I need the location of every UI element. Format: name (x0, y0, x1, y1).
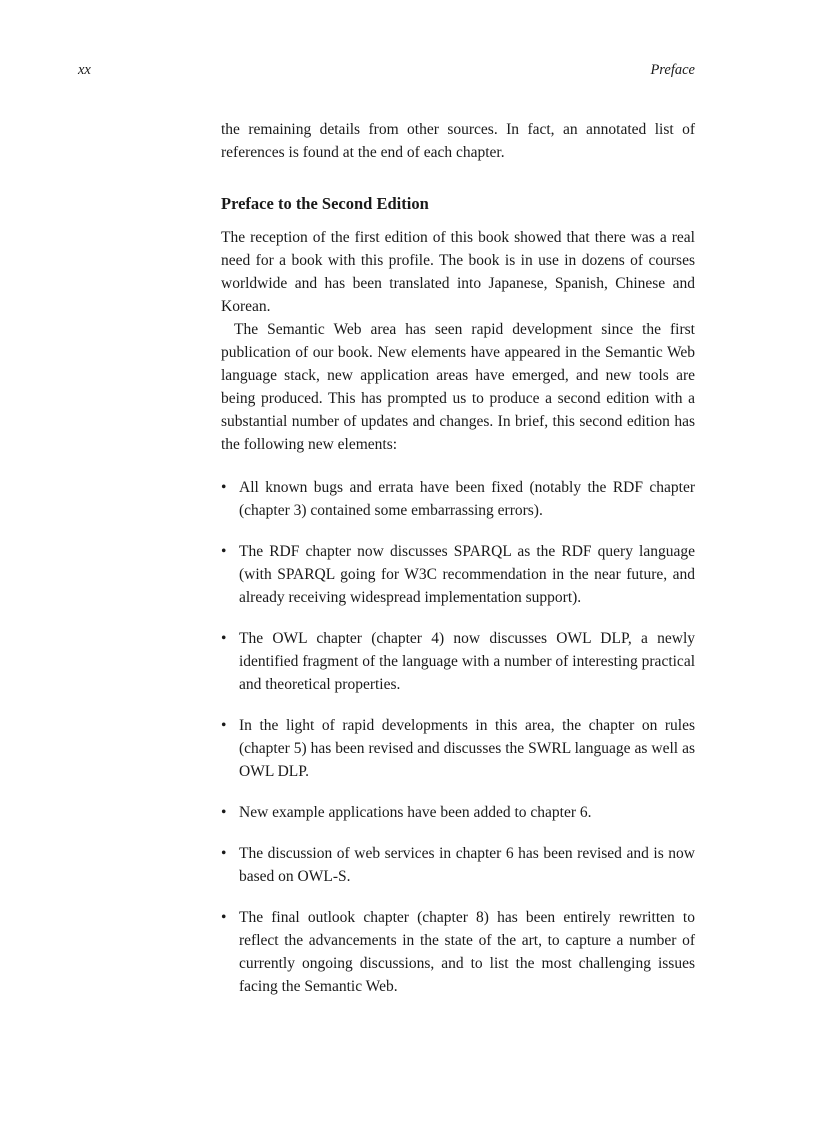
list-item (221, 540, 695, 609)
continuation-paragraph: the remaining details from other sources. In fact, an annotated list of references is found at the end of each chapter. (221, 121, 695, 161)
page-number: xx (78, 62, 91, 78)
new-elements-list (221, 476, 695, 998)
list-item-text: The final outlook chapter (chapter 8) has been entirely rewritten to reflect the advancements in the state of the art, to capture a number of currently ongoing discussions, and to list the most challenging issues facing the Semantic Web. (239, 909, 695, 995)
list-item (221, 801, 695, 824)
bullet-icon: • (221, 479, 227, 496)
list-item-text: The discussion of web services in chapter 6 has been revised and is now based on OWL-S. (239, 845, 695, 885)
bullet-icon: • (221, 543, 227, 560)
section-heading: Preface to the Second Edition (221, 194, 429, 213)
list-item-text: The RDF chapter now discusses SPARQL as the RDF query language (with SPARQL going for W3C recommendation in the near future, and already receiving widespread implementation support). (239, 543, 695, 606)
running-title: Preface (650, 62, 695, 78)
paragraph-development: The Semantic Web area has seen rapid development since the first publication of our book. New elements have appeared in the Semantic Web language stack, new application areas have emerged, and new tools are being produced. This has prompted us to produce a second edition with a substantial number of updates and changes. In brief, this second edition has the following new elements: (221, 321, 695, 453)
list-item (221, 476, 695, 522)
list-item (221, 714, 695, 783)
page-body (221, 118, 695, 1016)
bullet-icon: • (221, 630, 227, 647)
list-item (221, 627, 695, 696)
bullet-icon: • (221, 909, 227, 926)
list-item-text: In the light of rapid developments in this area, the chapter on rules (chapter 5) has been revised and discusses the SWRL language as well as OWL DLP. (239, 717, 695, 780)
list-item-text: New example applications have been added to chapter 6. (239, 804, 592, 821)
list-item-text: All known bugs and errata have been fixed (notably the RDF chapter (chapter 3) contained some embarrassing errors). (239, 479, 695, 519)
list-item-text: The OWL chapter (chapter 4) now discusses OWL DLP, a newly identified fragment of the language with a number of interesting practical and theoretical properties. (239, 630, 695, 693)
list-item (221, 842, 695, 888)
paragraph-reception: The reception of the first edition of this book showed that there was a real need for a book with this profile. The book is in use in dozens of courses worldwide and has been translated into Japanese, Spanish, Chinese and Korean. (221, 229, 695, 315)
bullet-icon: • (221, 845, 227, 862)
running-header (78, 62, 695, 84)
bullet-icon: • (221, 717, 227, 734)
bullet-icon: • (221, 804, 227, 821)
list-item (221, 906, 695, 998)
